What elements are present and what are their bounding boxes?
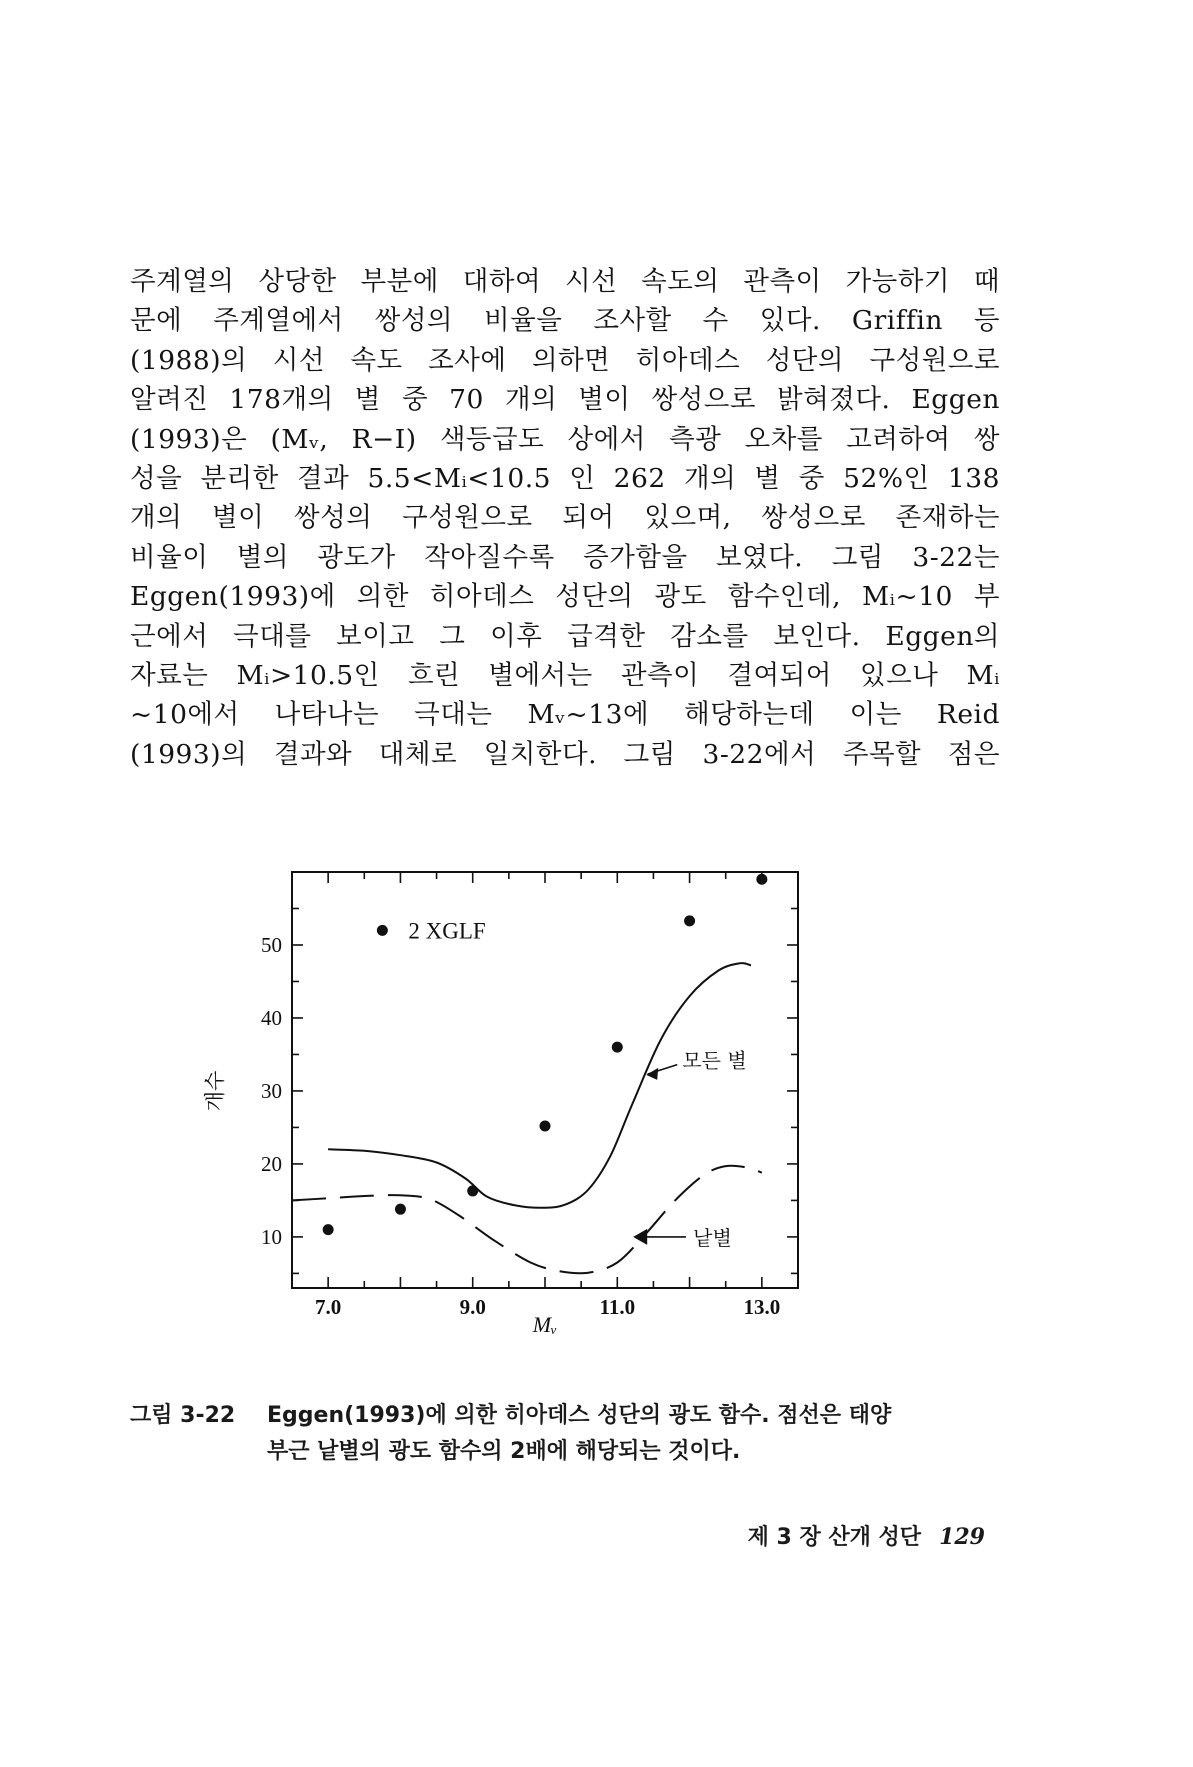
text-line: (1993)은 (Mᵥ, R−I) 색등급도 상에서 측광 오차를 고려하여 쌍 [130,423,1000,455]
y-tick-label: 20 [261,1151,282,1176]
page-number: 129 [939,1524,985,1550]
y-axis-label: 개수 [203,1070,227,1112]
annotation-label: 모든 별 [682,1048,747,1073]
text-line: 비율이 별의 광도가 작아질수록 증가함을 보였다. 그림 3-22는 [130,541,1000,573]
all-stars-curve [328,963,751,1208]
caption-text-line: 부근 낱별의 광도 함수의 2배에 해당되는 것이다. [267,1439,741,1464]
x-tick-label: 13.0 [743,1295,781,1319]
legend-label: 2 XGLF [408,918,486,944]
x-tick-label: 11.0 [599,1295,636,1319]
text-line: 자료는 Mᵢ>10.5인 흐린 별에서는 관측이 결여되어 있으나 Mᵢ [130,659,1000,691]
text-line: 성을 분리한 결과 5.5<Mᵢ<10.5 인 262 개의 별 중 52%인 138 [130,462,1000,494]
text-line: (1988)의 시선 속도 조사에 의하면 히아데스 성단의 구성원으로 [130,344,1000,376]
y-tick-label: 30 [261,1078,282,1103]
text-line: 주계열의 상당한 부분에 대하여 시선 속도의 관측이 가능하기 때 [130,266,1000,297]
x-tick-label: 7.0 [315,1295,342,1319]
text-line: 알려진 178개의 별 중 70 개의 별이 쌍성으로 밝혀졌다. Eggen [130,384,1000,416]
y-tick-label: 40 [261,1005,282,1030]
y-tick-label: 50 [261,932,282,957]
single-stars-curve [292,1166,762,1274]
x-tick-label: 9.0 [459,1295,486,1319]
data-point [395,1204,406,1215]
data-point [684,915,695,926]
text-line: Eggen(1993)에 의한 히아데스 성단의 광도 함수인데, Mᵢ~10 부 [130,581,1000,613]
chapter-title: 제 3 장 산개 성단 [747,1525,922,1550]
text-line: 개의 별이 쌍성의 구성원으로 되어 있으며, 쌍성으로 존재하는 [130,502,1000,534]
data-point [540,1120,551,1131]
x-axis-label: Mᵥ [532,1312,558,1337]
annotation-arrow-head [633,1229,647,1245]
luminosity-function-chart [180,868,920,1338]
text-line: (1993)의 결과와 대체로 일치한다. 그림 3-22에서 주목할 점은 [130,738,1000,770]
body-paragraph [130,262,1000,774]
annotation-label: 낱별 [693,1225,732,1250]
luminosity-function-figure [180,868,920,1338]
data-point [612,1042,623,1053]
text-line: 근에서 극대를 보이고 그 이후 급격한 감소를 보인다. Eggen의 [130,620,1000,652]
y-tick-label: 10 [261,1224,282,1249]
data-point [756,874,767,885]
data-point [323,1224,334,1235]
annotation-arrow-head [646,1068,658,1080]
text-line: ~10에서 나타나는 극대는 Mᵥ~13에 해당하는데 이는 Reid [130,699,1000,731]
page-footer [700,1520,985,1551]
caption-label: 그림 3-22 [130,1403,236,1428]
text-line: 문에 주계열에서 쌍성의 비율을 조사할 수 있다. Griffin 등 [130,305,1000,337]
legend-marker [377,925,388,936]
caption-text-line: Eggen(1993)에 의한 히아데스 성단의 광도 함수. 점선은 태양 [267,1403,892,1428]
